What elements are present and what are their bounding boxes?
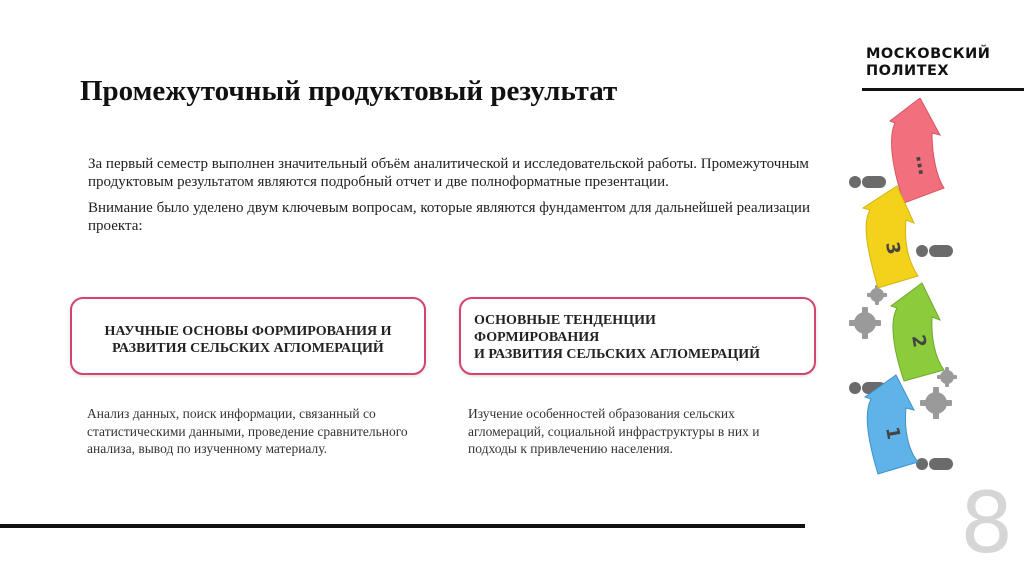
person-icon xyxy=(849,176,886,188)
intro-paragraph-2: Внимание было уделено двум ключевым вопросам, которые являются фундаментом для дальнейшей реализации проекта: xyxy=(88,200,810,234)
slide-number: 8 xyxy=(960,474,1014,572)
arrow-step-2 xyxy=(891,283,944,381)
topic-title-line-3: И РАЗВИТИЯ СЕЛЬСКИХ АГЛОМЕРАЦИЙ xyxy=(474,347,761,362)
intro-text xyxy=(88,155,848,243)
topic-title: НАУЧНЫЕ ОСНОВЫ ФОРМИРОВАНИЯ И РАЗВИТИЯ СЕЛЬСКИХ АГЛОМЕРАЦИЙ xyxy=(104,324,392,356)
intro-paragraph-1: За первый семестр выполнен значительный объём аналитической и исследовательской работы. Промежуточным продуктовым результатом являются подробный отчет и две полноформатные презентации. xyxy=(88,156,809,190)
logo xyxy=(866,46,1024,80)
topic-title-line-2: ФОРМИРОВАНИЯ xyxy=(474,330,600,345)
gear-icon xyxy=(849,307,881,339)
arrow-label: 3 xyxy=(881,240,904,257)
person-icon xyxy=(916,458,953,470)
logo-underline xyxy=(862,88,1024,91)
topic-description-right: Изучение особенностей образования сельских агломераций, социальной инфраструктуры в них и подходы к привлечению населения. xyxy=(468,406,760,456)
topic-box-scientific-foundations xyxy=(70,297,426,375)
slide-title: Промежуточный продуктовый результат xyxy=(80,75,618,107)
bottom-rule xyxy=(0,524,805,528)
person-icon xyxy=(916,245,953,257)
logo-line-1: МОСКОВСКИЙ xyxy=(866,46,991,62)
step-arrows-graphic xyxy=(840,98,1024,483)
topic-description-left: Анализ данных, поиск информации, связанный со статистическими данными, проведение сравнительного анализа, вывод по изученному материалу. xyxy=(87,406,408,456)
topic-title-line-1: ОСНОВНЫЕ ТЕНДЕНЦИИ xyxy=(474,313,656,328)
arrow-label: … xyxy=(911,152,939,177)
logo-line-2: ПОЛИТЕХ xyxy=(866,63,950,79)
arrow-label: 2 xyxy=(907,333,930,350)
gear-icon xyxy=(867,285,887,305)
arrow-label: 1 xyxy=(881,425,904,442)
topic-box-main-trends xyxy=(459,297,816,375)
gear-icon xyxy=(920,387,952,419)
